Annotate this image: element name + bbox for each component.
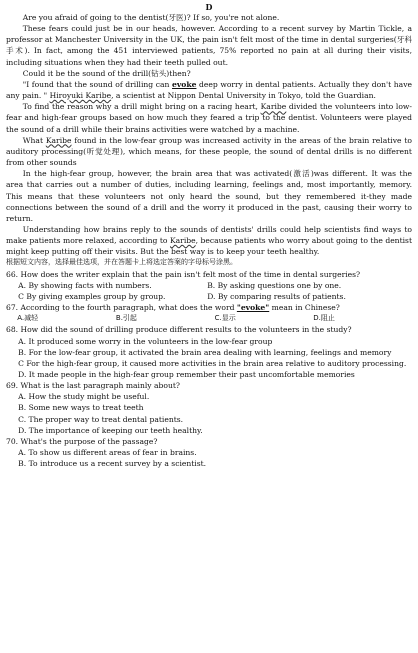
option-d[interactable]: D. By comparing results of patients.: [207, 291, 346, 301]
scientist-name: Karibe: [260, 102, 287, 112]
paragraph-8-tail: , because patients who worry about going to the dentist might keep putting off their visits. But the best way is to keep your teeth healthy.: [6, 236, 413, 257]
paragraph-3: Could it be the sound of the drill(钻头)then?: [22, 68, 191, 78]
option-a[interactable]: A. To show us different areas of fear in brains.: [18, 448, 197, 458]
paragraph-1: Are you afraid of going to the dentist(牙医)? If so, you're not alone.: [22, 13, 280, 22]
question-67: [6, 302, 412, 313]
paragraph-6: [6, 135, 412, 168]
paragraph-4-tail: , a scientist at Nippon Dental University in Tokyo, told the Guardian.: [111, 91, 376, 101]
option-a[interactable]: A. By showing facts with numbers.: [18, 280, 152, 290]
paragraph-7: In the high-fear group, however, the brain area that was activated(激活)was different. It was the area that carries out a number of duties, including learning, feelings and, most importantly, memory. This means that these volunteers not only heard the sound, but they remembered it-they made connections between the sound of a drill and the worry it produced in the past, causing their worry to return.: [6, 169, 412, 223]
question-67-tail: mean in Chinese?: [269, 303, 340, 313]
option-a[interactable]: A. How the study might be useful.: [18, 392, 150, 402]
options-66: [18, 280, 412, 302]
evoke-word: evoke: [172, 79, 197, 89]
scientist-name: Karibe: [45, 135, 72, 145]
paragraph-4-mid: deep worry in dental patients. Actually they don't have any pain. ": [6, 79, 412, 101]
question-66: 66. How does the writer explain that the pain isn't felt most of the time in dental surgeries?: [6, 269, 361, 279]
paragraph-5: [6, 101, 412, 134]
paragraph-4: [6, 79, 412, 101]
section-title: D: [205, 2, 213, 12]
option-d[interactable]: D.阻止: [313, 314, 335, 323]
paragraph-8-lead: Understanding how brains reply to the sounds of dentists' drills could help scientists find ways to make patients more relaxed, according to: [6, 224, 412, 246]
option-b[interactable]: B.引起: [115, 314, 137, 323]
option-c[interactable]: C.显示: [214, 314, 236, 323]
option-b[interactable]: B. By asking questions one by one.: [207, 280, 342, 290]
option-b[interactable]: B. Some new ways to treat teeth: [18, 403, 144, 413]
paragraph-4-lead: "I found that the sound of drilling can: [22, 79, 173, 89]
paragraph-5-tail: divided the volunteers into low-fear and high-fear groups based on how much they feared a trip to the dentist. Volunteers were played the sound of a drill while their brains activities were watched by a machine.: [6, 102, 412, 134]
option-c[interactable]: C For the high-fear group, it caused more activities in the brain area relative to auditory processing.: [18, 358, 407, 368]
option-c[interactable]: C. The proper way to treat dental patients.: [18, 414, 184, 424]
paragraph-2: These fears could just be in our heads, however. According to a recent survey by Martin Tickle, a professor at Manchester University in the UK, the pain isn't felt most of the time in dental surgeries(牙科手术). In fact, among the 451 interviewed patients, 75% reported no pain at all during their visits, including situations when they had their teeth pulled out.: [6, 24, 412, 67]
question-70: 70. What's the purpose of the passage?: [6, 436, 158, 446]
option-a[interactable]: A.减轻: [17, 314, 39, 323]
option-a[interactable]: A. It produced some worry in the volunteers in the low-fear group: [18, 336, 273, 346]
scientist-name: Hiroyuki Karibe: [49, 91, 112, 101]
instruction: 根据短文内容，选择最佳选项，并在答题卡上将选定答案的字母标号涂黑。: [6, 258, 237, 267]
option-b[interactable]: B. To introduce us a recent survey by a scientist.: [18, 459, 207, 469]
evoke-word: "evoke": [236, 303, 270, 313]
question-67-lead: 67. According to the fourth paragraph, what does the word: [6, 303, 237, 313]
question-69: 69. What is the last paragraph mainly about?: [6, 381, 180, 391]
paragraph-6-tail: found in the low-fear group was increased activity in the areas of the brain relative to auditory processing(听觉处理), which means, for these people, the sound of dental drills is no different from other sounds: [6, 135, 412, 168]
option-c[interactable]: C By giving examples group by group.: [18, 291, 166, 301]
option-d[interactable]: D. The importance of keeping our teeth healthy.: [18, 425, 203, 435]
paragraph-8: [6, 224, 412, 257]
option-b[interactable]: B. For the low-fear group, it activated the brain area dealing with learning, feelings and memory: [18, 347, 392, 357]
options-67: [17, 313, 412, 324]
scientist-name: Karibe: [169, 236, 196, 246]
option-d[interactable]: D. It made people in the high-fear group remember their past uncomfortable memories: [18, 370, 355, 379]
paragraph-6-lead: What: [22, 135, 46, 145]
question-68: 68. How did the sound of drilling produce different results to the volunteers in the study?: [6, 325, 352, 335]
paragraph-5-lead: To find the reason why a drill might bring on a racing heart,: [22, 102, 261, 112]
